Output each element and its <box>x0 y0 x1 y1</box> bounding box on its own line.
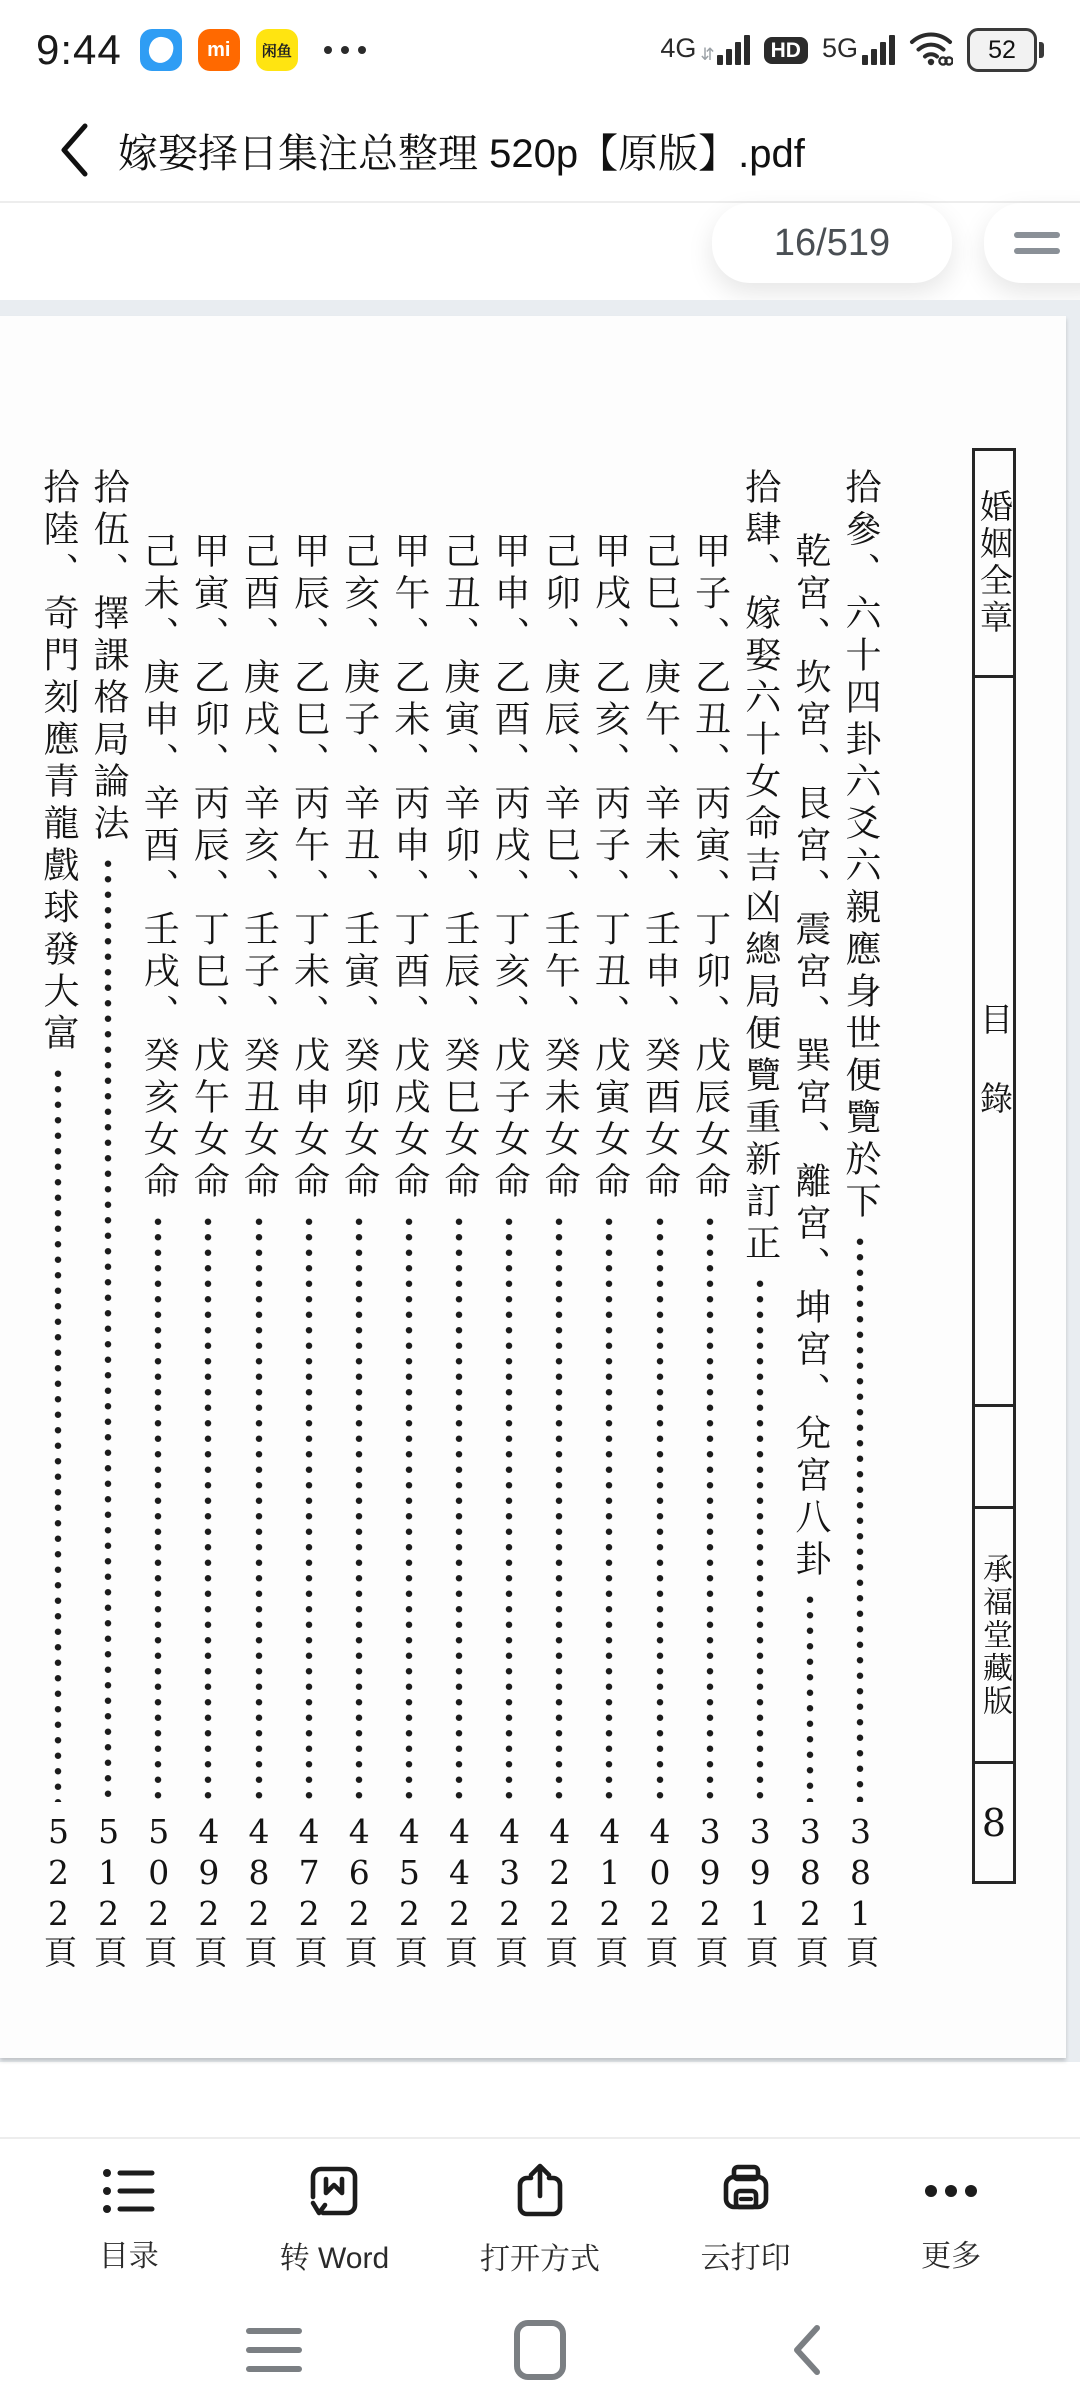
toc-entry-text: 己卯、庚辰、辛巳、壬午、癸未女命 <box>539 532 581 1204</box>
dotted-leader <box>203 1214 213 1802</box>
toc-entry-text: 甲寅、乙卯、丙辰、丁巳、戊午女命 <box>188 532 230 1204</box>
toc-column <box>584 468 634 1970</box>
toc-entry-page: 512頁 <box>89 1812 129 1970</box>
lines-icon <box>1014 232 1060 254</box>
toc-column <box>785 468 835 1970</box>
toc-entry-text: 己亥、庚子、辛丑、壬寅、癸卯女命 <box>338 532 380 1204</box>
dotted-leader <box>153 1214 163 1802</box>
publisher-box <box>972 1506 1016 1764</box>
toc-entry-text: 甲辰、乙巳、丙午、丁未、戊申女命 <box>288 532 330 1204</box>
battery-icon: 52 <box>967 28 1044 72</box>
open-with-icon <box>511 2162 569 2220</box>
signal-bars-icon <box>717 35 750 65</box>
back-button[interactable] <box>46 117 102 183</box>
toc-column <box>635 468 685 1970</box>
toc-column <box>534 468 584 1970</box>
clock: 9:44 <box>36 26 122 73</box>
toc-entry-text: 甲申、乙酉、丙戌、丁亥、戊子女命 <box>489 532 531 1204</box>
dotted-leader <box>755 1276 765 1802</box>
toc-entry-text: 己丑、庚寅、辛卯、壬辰、癸巳女命 <box>439 532 480 1204</box>
status-bar-right <box>660 28 1044 72</box>
menu-icon <box>246 2328 302 2372</box>
status-bar <box>0 0 1080 100</box>
pdf-viewer[interactable] <box>0 300 1080 2062</box>
bottom-toolbar <box>0 2137 1080 2300</box>
page-indicator[interactable]: 16/519 <box>712 203 952 283</box>
open-with-button[interactable]: 打开方式 <box>470 2162 610 2278</box>
toc-entry-page: 452頁 <box>389 1812 429 1970</box>
toc-entry-page: 472頁 <box>289 1812 329 1970</box>
toc-entry-text: 甲午、乙未、丙申、丁酉、戊戌女命 <box>388 532 430 1204</box>
document-title: 嫁娶择日集注总整理 520p【原版】.pdf <box>118 131 805 176</box>
more-button[interactable]: 更多 <box>881 2165 1021 2275</box>
xiaomi-app-icon: mi <box>198 29 240 71</box>
messenger-app-icon <box>140 29 182 71</box>
toc-column <box>284 468 334 1970</box>
toc-entry-page: 402頁 <box>640 1812 680 1970</box>
dotted-leader <box>705 1214 715 1802</box>
toc-entry-text: 拾伍、擇課格局論法 <box>88 468 130 846</box>
cloud-print-button[interactable]: 云打印 <box>676 2163 816 2277</box>
nav-back-button[interactable] <box>766 2310 846 2390</box>
data-arrows-icon: ⇵ <box>700 45 715 64</box>
xianyu-app-icon: 闲鱼 <box>256 29 298 71</box>
dotted-leader <box>354 1214 364 1802</box>
toc-column <box>183 468 233 1970</box>
dotted-leader <box>103 856 113 1802</box>
hd-volte-icon: HD <box>764 37 808 64</box>
toc-entry-page: 492頁 <box>189 1812 229 1970</box>
folio-number-box <box>972 1761 1016 1884</box>
toc-columns <box>33 468 885 1970</box>
toc-entry-text: 拾肆、嫁娶六十女命吉凶總局便覽重新訂正 <box>739 468 781 1266</box>
signal-bars-icon <box>862 35 895 65</box>
dotted-leader <box>554 1214 564 1802</box>
toc-entry-text: 甲戌、乙亥、丙子、丁丑、戊寅女命 <box>589 532 631 1204</box>
nav-home-button[interactable] <box>500 2310 580 2390</box>
page-side-strip <box>972 448 1016 1884</box>
more-icon <box>919 2165 983 2217</box>
navigation-bar <box>0 2300 1080 2400</box>
chapter-label: 婚姻全章 <box>975 489 1014 637</box>
convert-word-button[interactable]: 转 Word <box>264 2163 404 2277</box>
empty-box <box>972 1404 1016 1509</box>
toc-entry-page: 482頁 <box>239 1812 279 1970</box>
more-notifications-icon <box>324 46 366 54</box>
toc-icon <box>100 2165 158 2217</box>
toc-column <box>384 468 434 1970</box>
pdf-page[interactable] <box>0 316 1066 2058</box>
toc-column <box>234 468 284 1970</box>
toc-entry-page: 391頁 <box>740 1812 780 1970</box>
toc-column <box>83 468 133 1970</box>
folio-number: 8 <box>981 1800 1007 1845</box>
toc-entry-page: 442頁 <box>440 1812 479 1970</box>
dotted-leader <box>304 1214 314 1802</box>
toc-column <box>434 468 484 1970</box>
toc-entry-page: 502頁 <box>139 1812 179 1970</box>
dotted-leader <box>805 1592 815 1802</box>
nav-menu-button[interactable] <box>234 2310 314 2390</box>
title-bar <box>0 100 1080 200</box>
word-convert-icon <box>305 2163 363 2219</box>
toc-column <box>33 468 83 1970</box>
toc-entry-page: 462頁 <box>339 1812 379 1970</box>
section-label: 目錄 <box>975 1002 1014 1160</box>
chapter-box <box>972 448 1016 678</box>
toc-column <box>133 468 183 1970</box>
toc-entry-text: 己巳、庚午、辛未、壬申、癸酉女命 <box>639 532 681 1204</box>
toc-entry-page: 422頁 <box>540 1812 580 1970</box>
publisher-label: 承福堂藏版 <box>977 1552 1012 1718</box>
toc-entry-page: 382頁 <box>790 1812 830 1970</box>
dotted-leader <box>604 1214 614 1802</box>
toc-entry-page: 392頁 <box>690 1812 730 1970</box>
dotted-leader <box>454 1214 464 1802</box>
home-icon <box>514 2320 566 2380</box>
toc-entry-page: 412頁 <box>590 1812 630 1970</box>
sim1-signal: 4G ⇵ <box>660 35 749 65</box>
dotted-leader <box>504 1214 514 1802</box>
toc-entry-page: 432頁 <box>490 1812 530 1970</box>
toc-entry-page: 522頁 <box>39 1812 78 1970</box>
toc-entry-text: 拾陸、奇門刻應青龍戲球發大富 <box>38 468 79 1056</box>
toc-column <box>735 468 785 1970</box>
toc-entry-text: 乾宮、坎宮、艮宮、震宮、巽宮、離宮、坤宮、兌宮八卦 <box>789 532 831 1582</box>
toc-entry-page: 381頁 <box>841 1812 880 1970</box>
toc-column <box>484 468 534 1970</box>
cloud-print-icon <box>717 2163 775 2219</box>
toc-column <box>685 468 735 1970</box>
dotted-leader <box>855 1234 865 1802</box>
sim2-signal: 5G <box>822 35 895 65</box>
toc-entry-text: 甲子、乙丑、丙寅、丁卯、戊辰女命 <box>689 532 731 1204</box>
toc-entry-text: 拾參、六十四卦六爻六親應身世便覽於下 <box>840 468 881 1224</box>
toc-column <box>334 468 384 1970</box>
wifi-icon <box>909 29 953 72</box>
toc-entry-text: 己酉、庚戌、辛亥、壬子、癸丑女命 <box>238 532 280 1204</box>
toc-button[interactable]: 目录 <box>59 2165 199 2275</box>
dotted-leader <box>404 1214 414 1802</box>
dotted-leader <box>655 1214 665 1802</box>
dotted-leader <box>254 1214 264 1802</box>
view-options-button[interactable] <box>984 203 1080 283</box>
dotted-leader <box>53 1066 63 1802</box>
section-box <box>972 675 1016 1407</box>
toc-entry-text: 己未、庚申、辛酉、壬戌、癸亥女命 <box>138 532 180 1204</box>
toc-column <box>835 468 885 1970</box>
